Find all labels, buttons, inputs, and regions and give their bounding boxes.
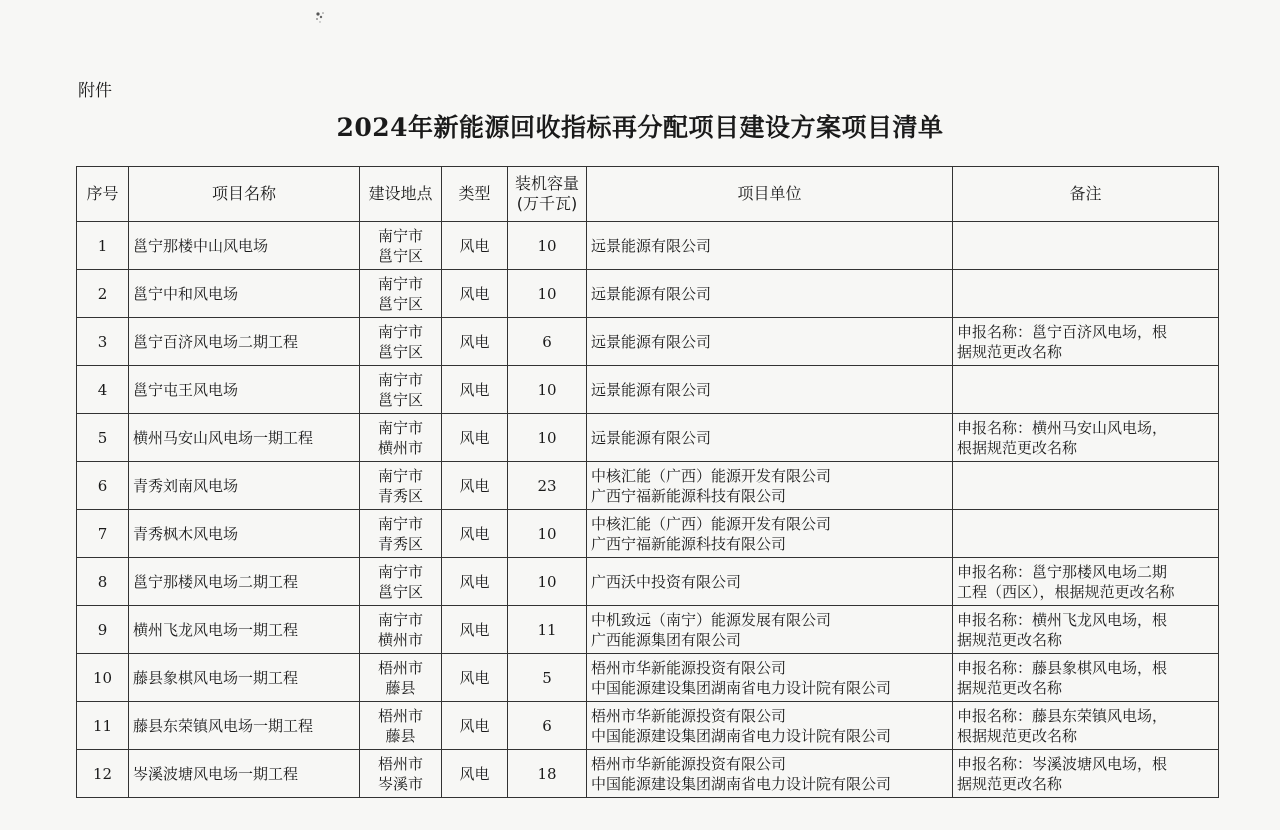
cell-project-unit (587, 366, 953, 414)
cell-no: 6 (77, 462, 129, 510)
cell-remark (953, 558, 1219, 606)
remark-line2: 据规范更改名称 (957, 774, 1063, 793)
cell-remark (953, 750, 1219, 798)
cell-capacity: 18 (508, 750, 587, 798)
cell-no: 3 (77, 318, 129, 366)
location-district: 横州市 (377, 630, 423, 649)
project-unit-line1: 梧州市华新能源投资有限公司 (591, 658, 787, 677)
cell-location (360, 510, 442, 558)
cell-project-name: 横州飞龙风电场一期工程 (129, 606, 360, 654)
attachment-label: 附件 (78, 81, 112, 101)
location-district: 邕宁区 (377, 342, 423, 361)
remark-line1: 申报名称：横州飞龙风电场，根 (957, 610, 1168, 629)
cell-location (360, 654, 442, 702)
table-row (77, 414, 1219, 462)
cell-no: 2 (77, 270, 129, 318)
project-unit-line1: 广西沃中投资有限公司 (591, 572, 742, 591)
header-no: 序号 (77, 167, 129, 222)
table-row (77, 702, 1219, 750)
table-header-row (77, 167, 1219, 222)
project-unit-line1: 远景能源有限公司 (591, 428, 712, 447)
cell-type: 风电 (442, 462, 508, 510)
table-row (77, 222, 1219, 270)
table-row (77, 366, 1219, 414)
remark-line2: 据规范更改名称 (957, 342, 1063, 361)
table-row (77, 750, 1219, 798)
remark-line1: 申报名称：横州马安山风电场， (957, 418, 1168, 437)
header-type: 类型 (442, 167, 508, 222)
remark-line1: 申报名称：藤县象棋风电场，根 (957, 658, 1168, 677)
cell-remark (953, 414, 1219, 462)
cell-location (360, 222, 442, 270)
cell-type: 风电 (442, 606, 508, 654)
location-city: 梧州市 (377, 658, 423, 677)
cell-project-unit (587, 270, 953, 318)
header-remark: 备注 (953, 167, 1219, 222)
cell-project-unit (587, 702, 953, 750)
cell-project-name: 青秀枫木风电场 (129, 510, 360, 558)
cell-project-unit (587, 318, 953, 366)
project-unit-line1: 梧州市华新能源投资有限公司 (591, 706, 787, 725)
location-city: 梧州市 (377, 706, 423, 725)
cell-remark (953, 318, 1219, 366)
cell-remark (953, 606, 1219, 654)
remark-line1: 申报名称：岑溪波塘风电场，根 (957, 754, 1168, 773)
table-row (77, 270, 1219, 318)
cell-location (360, 702, 442, 750)
cell-remark (953, 510, 1219, 558)
location-city: 梧州市 (377, 754, 423, 773)
project-list-table (76, 166, 1219, 798)
project-unit-line1: 中机致远（南宁）能源发展有限公司 (591, 610, 832, 629)
location-city: 南宁市 (377, 322, 423, 341)
location-district: 藤县 (385, 726, 416, 745)
cell-no: 4 (77, 366, 129, 414)
project-unit-line2: 中国能源建设集团湖南省电力设计院有限公司 (591, 774, 892, 793)
header-capacity (508, 167, 587, 222)
cell-location (360, 606, 442, 654)
cell-location (360, 366, 442, 414)
location-city: 南宁市 (377, 562, 423, 581)
project-unit-line2: 广西能源集团有限公司 (591, 630, 742, 649)
location-district: 青秀区 (377, 534, 423, 553)
location-district: 藤县 (385, 678, 416, 697)
cell-capacity: 11 (508, 606, 587, 654)
location-city: 南宁市 (377, 274, 423, 293)
cell-project-name: 邕宁屯王风电场 (129, 366, 360, 414)
project-unit-line1: 远景能源有限公司 (591, 236, 712, 255)
project-unit-line2: 中国能源建设集团湖南省电力设计院有限公司 (591, 726, 892, 745)
location-city: 南宁市 (377, 466, 423, 485)
cell-capacity: 6 (508, 318, 587, 366)
cell-location (360, 414, 442, 462)
cell-no: 12 (77, 750, 129, 798)
cell-project-name: 青秀刘南风电场 (129, 462, 360, 510)
cell-type: 风电 (442, 366, 508, 414)
cell-project-name: 岑溪波塘风电场一期工程 (129, 750, 360, 798)
project-unit-line1: 远景能源有限公司 (591, 380, 712, 399)
cell-capacity: 23 (508, 462, 587, 510)
cell-no: 11 (77, 702, 129, 750)
cell-capacity: 10 (508, 558, 587, 606)
cell-location (360, 318, 442, 366)
project-unit-line2: 中国能源建设集团湖南省电力设计院有限公司 (591, 678, 892, 697)
cell-project-name: 邕宁那楼中山风电场 (129, 222, 360, 270)
cell-location (360, 462, 442, 510)
cell-project-name: 邕宁那楼风电场二期工程 (129, 558, 360, 606)
location-city: 南宁市 (377, 370, 423, 389)
cell-capacity: 10 (508, 510, 587, 558)
remark-line1: 申报名称：邕宁那楼风电场二期 (957, 562, 1168, 581)
table-row (77, 318, 1219, 366)
cell-project-unit (587, 654, 953, 702)
cell-no: 10 (77, 654, 129, 702)
cell-project-name: 藤县象棋风电场一期工程 (129, 654, 360, 702)
project-unit-line2: 广西宁福新能源科技有限公司 (591, 534, 787, 553)
cell-remark (953, 270, 1219, 318)
cell-type: 风电 (442, 702, 508, 750)
cell-project-name: 邕宁中和风电场 (129, 270, 360, 318)
cell-location (360, 558, 442, 606)
location-city: 南宁市 (377, 610, 423, 629)
cell-project-unit (587, 558, 953, 606)
cell-project-unit (587, 414, 953, 462)
table-row (77, 606, 1219, 654)
cell-remark (953, 222, 1219, 270)
cell-remark (953, 702, 1219, 750)
cell-project-unit (587, 462, 953, 510)
table-row (77, 462, 1219, 510)
project-unit-line1: 远景能源有限公司 (591, 284, 712, 303)
cell-project-name: 藤县东荣镇风电场一期工程 (129, 702, 360, 750)
cell-remark (953, 366, 1219, 414)
location-city: 南宁市 (377, 226, 423, 245)
cell-type: 风电 (442, 558, 508, 606)
header-capacity-line2: (万千瓦) (516, 194, 578, 213)
table-row (77, 558, 1219, 606)
document-title: 2024年新能源回收指标再分配项目建设方案项目清单 (336, 113, 944, 142)
project-unit-line1: 中核汇能（广西）能源开发有限公司 (591, 466, 832, 485)
location-district: 邕宁区 (377, 294, 423, 313)
cell-type: 风电 (442, 222, 508, 270)
location-district: 岑溪市 (377, 774, 423, 793)
location-district: 横州市 (377, 438, 423, 457)
cell-no: 9 (77, 606, 129, 654)
cell-type: 风电 (442, 270, 508, 318)
cell-capacity: 5 (508, 654, 587, 702)
cell-capacity: 10 (508, 414, 587, 462)
cell-no: 5 (77, 414, 129, 462)
remark-line1: 申报名称：藤县东荣镇风电场， (957, 706, 1168, 725)
cell-type: 风电 (442, 750, 508, 798)
cell-project-unit (587, 750, 953, 798)
remark-line1: 申报名称：邕宁百济风电场，根 (957, 322, 1168, 341)
cell-capacity: 10 (508, 222, 587, 270)
cell-project-unit (587, 510, 953, 558)
header-project-name: 项目名称 (129, 167, 360, 222)
cell-project-unit (587, 606, 953, 654)
scan-speck-mark (312, 8, 336, 30)
project-unit-line2: 广西宁福新能源科技有限公司 (591, 486, 787, 505)
remark-line2: 据规范更改名称 (957, 678, 1063, 697)
cell-remark (953, 462, 1219, 510)
cell-location (360, 750, 442, 798)
header-location: 建设地点 (360, 167, 442, 222)
cell-project-unit (587, 222, 953, 270)
cell-project-name: 横州马安山风电场一期工程 (129, 414, 360, 462)
remark-line2: 根据规范更改名称 (957, 438, 1078, 457)
cell-location (360, 270, 442, 318)
location-city: 南宁市 (377, 418, 423, 437)
cell-type: 风电 (442, 510, 508, 558)
cell-type: 风电 (442, 318, 508, 366)
project-unit-line1: 中核汇能（广西）能源开发有限公司 (591, 514, 832, 533)
table-row (77, 510, 1219, 558)
location-district: 邕宁区 (377, 246, 423, 265)
cell-type: 风电 (442, 654, 508, 702)
table-row (77, 654, 1219, 702)
location-district: 邕宁区 (377, 390, 423, 409)
header-capacity-line1: 装机容量 (514, 174, 579, 193)
project-unit-line1: 远景能源有限公司 (591, 332, 712, 351)
location-city: 南宁市 (377, 514, 423, 533)
location-district: 邕宁区 (377, 582, 423, 601)
cell-capacity: 10 (508, 270, 587, 318)
cell-remark (953, 654, 1219, 702)
cell-no: 7 (77, 510, 129, 558)
cell-capacity: 6 (508, 702, 587, 750)
cell-capacity: 10 (508, 366, 587, 414)
remark-line2: 据规范更改名称 (957, 630, 1063, 649)
cell-project-name: 邕宁百济风电场二期工程 (129, 318, 360, 366)
remark-line2: 工程（西区），根据规范更改名称 (957, 582, 1175, 601)
cell-type: 风电 (442, 414, 508, 462)
remark-line2: 根据规范更改名称 (957, 726, 1078, 745)
location-district: 青秀区 (377, 486, 423, 505)
cell-no: 8 (77, 558, 129, 606)
project-unit-line1: 梧州市华新能源投资有限公司 (591, 754, 787, 773)
cell-no: 1 (77, 222, 129, 270)
header-project-unit: 项目单位 (587, 167, 953, 222)
